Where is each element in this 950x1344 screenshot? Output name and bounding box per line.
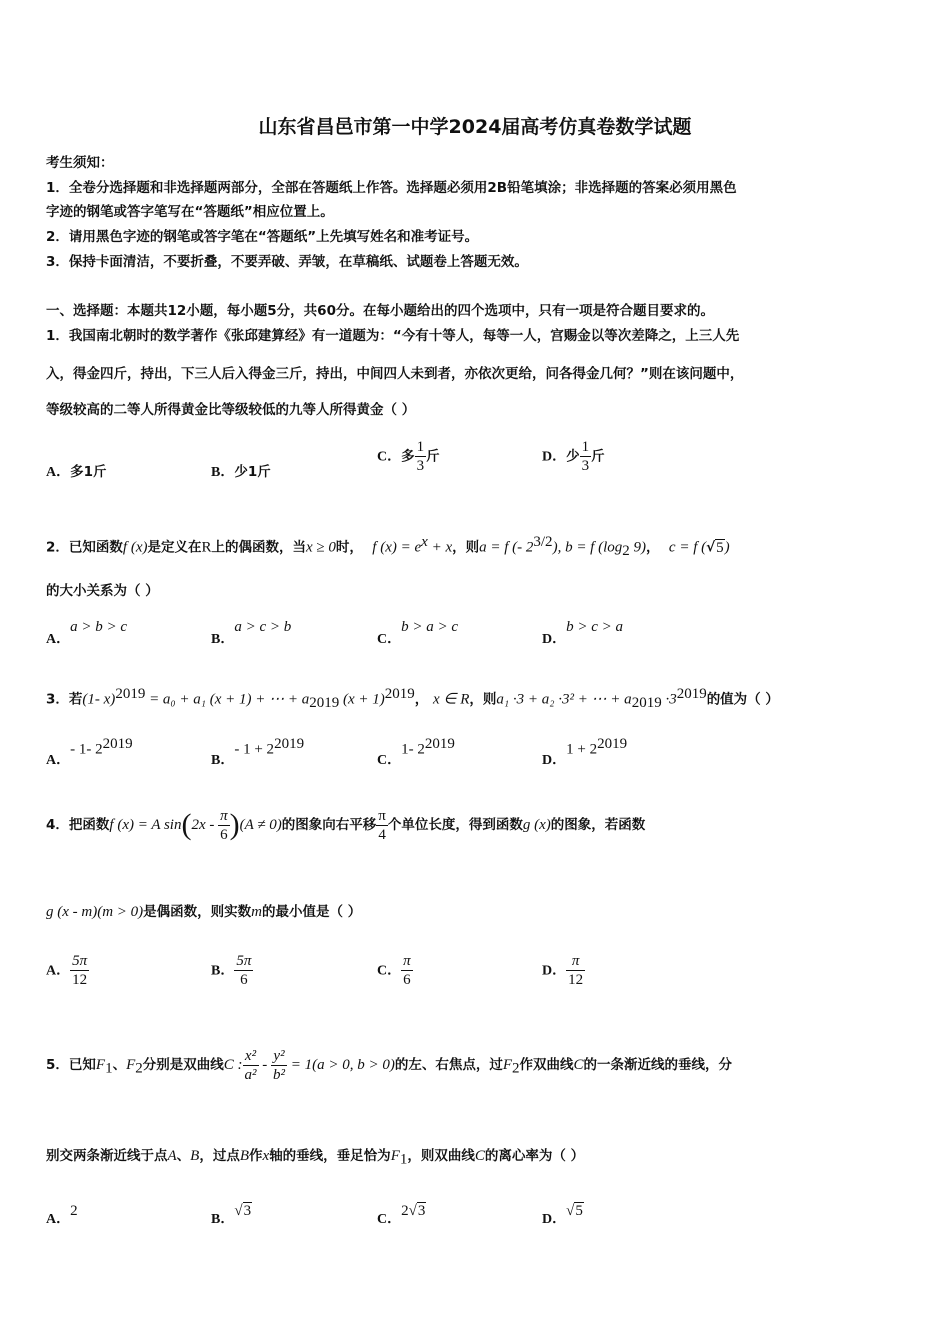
q1-option-b[interactable]: B．少1斤 [211,464,271,480]
q3-option-d[interactable]: D．$1 + 2^{2019}$ [542,736,628,768]
q1-line-2: 入，得金四斤，持出，下三人后入得金三斤，持出，中间四人未到者，亦依次更给，问各得金几何？”则在该问题中， [46,366,744,382]
q4-line-2: g (x - m)(m > 0)是偶函数，则实数m的最小值是（ ） [46,904,362,920]
q4-line-1: 4．把函数f (x) = A sin(2x - $\frac{\pi}{6}$ )(A ≠ 0)的图象向右平移 $\frac{\pi}{4}$ 个单位长度，得到函数g (x)的图象，若函数 [46,807,646,843]
q2-line-2: 的大小关系为（ ） [46,583,159,599]
section-heading: 一、选择题：本题共12小题，每小题5分，共60分。在每小题给出的四个选项中，只有一项是符合题目要求的。 [46,303,714,319]
page-title: 山东省昌邑市第一中学2024届高考仿真卷数学试题 [258,116,692,138]
fraction: $\frac{1}{3}$ [581,439,590,474]
q1-line-1: 1．我国南北朝时的数学著作《张邱建算经》有一道题为：“今有十等人，每等一人，宫赐金以等次差降之，上三人先 [46,328,740,344]
q3-option-b[interactable]: B．- $1 + 2^{2019}$ [211,736,305,768]
q5-option-d[interactable]: D．√5 [542,1203,583,1227]
q1-option-a[interactable]: A．多1斤 [46,464,107,480]
q4-option-c[interactable]: C． $\frac{\pi}{6}$ [377,953,411,988]
q3-option-a[interactable]: A．- 1- $2^{2019}$ [46,736,133,768]
fraction: $\frac{1}{3}$ [416,439,425,474]
q2-option-b[interactable]: B．a > c > b [211,619,292,647]
q5-line-1: 5．已知$F_1$、$F_2$分别是双曲线C : $\frac{\text{x²}}{\text{a²}}$ - $\frac{\text{y²}}{\text{b²}}$ = 1(a > 0, b > 0)的左、右焦点，过$F_2$作双曲线C的一条渐近线的垂线，分 [46,1047,733,1083]
q2-option-c[interactable]: C．b > a > c [377,619,459,647]
q5-option-b[interactable]: B．√3 [211,1203,252,1227]
notice-heading: 考生须知： [46,155,114,171]
q4-option-a[interactable]: A． $\frac{5\pi}{12}$ [46,953,88,988]
notice-line-3: 3．保持卡面清洁，不要折叠，不要弄破、弄皱，在草稿纸、试题卷上答题无效。 [46,254,528,270]
q4-option-b[interactable]: B． $\frac{5\pi}{6}$ [211,953,252,988]
q1-line-3: 等级较高的二等人所得黄金比等级较低的九等人所得黄金（ ） [46,402,416,418]
q5-option-a[interactable]: A．2 [46,1203,78,1227]
q2-line-1: 2．已知函数f (x)是定义在R上的偶函数，当x ≥ 0时， f $(x) = e^x + x$，则a = f (- $2^{3/2}$), b = f ($\log_2$ 9)， c = f (√5) [46,534,730,560]
notice-line-2: 2．请用黑色字迹的钢笔或答字笔在“答题纸”上先填写姓名和准考证号。 [46,229,479,245]
notice-line-1: 1．全卷分选择题和非选择题两部分，全部在答题纸上作答。选择题必须用2B铅笔填涂；非选择题的答案必须用黑色 [46,180,737,196]
q1-option-c[interactable]: C．多 $\frac{1}{3}$ 斤 [377,439,440,474]
q2-option-d[interactable]: D．b > c > a [542,619,624,647]
q1-option-d[interactable]: D．少 $\frac{1}{3}$ 斤 [542,439,605,474]
q4-option-d[interactable]: D． $\frac{\pi}{12}$ [542,953,584,988]
q2-option-a[interactable]: A．a > b > c [46,619,128,647]
q5-option-c[interactable]: C．2√3 [377,1203,426,1227]
q3-option-c[interactable]: C．1- $2^{2019}$ [377,736,455,768]
q5-line-2: 别交两条渐近线于点A、B，过点B作x轴的垂线，垂足恰为$F_1$，则双曲线C的离心率为（ ） [46,1148,585,1168]
q3-line-1: 3．若(1- x)$^{2019}$ = a₀ + a₁ (x + 1) + ⋯ + $a_{2019}$ $(x + 1)^{2019}$， x ∈ R，则a₁ ·3 + a₂ ·3² + ⋯ + $a_{2019} \cdot 3^{2019}$的值为（ ） [46,686,779,712]
notice-line-1b: 字迹的钢笔或答字笔写在“答题纸”相应位置上。 [46,204,334,220]
